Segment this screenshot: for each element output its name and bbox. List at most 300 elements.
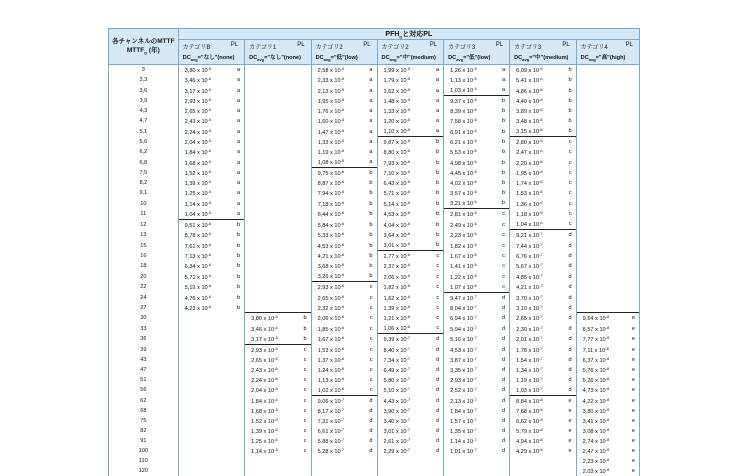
- pfh-value: 1,53 x $10^{-6}$: [516, 189, 543, 198]
- pfh-value: 2,47 x $10^{-8}$: [582, 446, 610, 455]
- pfh-value: [311, 466, 361, 476]
- pl-value: [295, 282, 311, 293]
- pl-value: e: [627, 385, 640, 396]
- pfh-value: 7,58 x $10^{-6}$: [450, 117, 477, 126]
- pfh-value: 5,14 x $10^{-6}$: [383, 199, 411, 208]
- pl-value: e: [627, 375, 640, 385]
- pl-value: [627, 157, 640, 168]
- pfh-value: [178, 365, 229, 375]
- pl-value: [229, 334, 245, 345]
- pfh-value: 1,22 x $10^{-6}$: [450, 272, 477, 281]
- pfh-value: 5,71 x $10^{-6}$: [383, 189, 411, 198]
- pfh-value: 1,13 x $10^{-5}$: [450, 76, 477, 85]
- pl-value: [229, 313, 245, 324]
- pfh-value: 2,77 x $10^{-6}$: [377, 251, 428, 262]
- pl-value: b: [494, 147, 510, 157]
- pfh-value: [311, 456, 361, 466]
- pl-value: [229, 426, 245, 436]
- pfh-value: 1,25 x $10^{-6}$: [251, 436, 278, 445]
- pl-value: c: [361, 344, 377, 355]
- pl-value: c: [494, 209, 510, 220]
- pfh-value: 2,23 x $10^{-8}$: [582, 456, 610, 465]
- pfh-value: 2,01 x $10^{-7}$: [516, 335, 543, 344]
- pl-value: c: [494, 271, 510, 282]
- pfh-value: [576, 75, 626, 85]
- pfh-value: 8,84 x $10^{-8}$: [510, 395, 561, 406]
- pl-value: [627, 261, 640, 271]
- pfh-value: [178, 375, 229, 385]
- pfh-value: [245, 65, 296, 76]
- pl-value: [295, 292, 311, 303]
- pfh-value: [576, 147, 626, 157]
- pfh-value: [245, 261, 296, 271]
- pfh-value: [245, 292, 296, 303]
- pl-value: d: [428, 375, 444, 385]
- pfh-value: 2,43 x $10^{-5}$: [184, 117, 212, 126]
- table-row: [109, 251, 640, 262]
- pfh-value: 8,57 x $10^{-8}$: [582, 324, 610, 333]
- pl-value: b: [494, 178, 510, 188]
- pfh-value: 9,87 x $10^{-6}$: [377, 137, 428, 148]
- pl-value: e: [560, 416, 576, 426]
- pfh-value: 1,67 x $10^{-6}$: [317, 335, 345, 344]
- pfh-value: 3,64 x $10^{-6}$: [383, 231, 411, 240]
- pfh-value: [178, 385, 229, 396]
- pl-value: [627, 282, 640, 293]
- pfh-value: [178, 456, 229, 466]
- pl-value: d: [560, 261, 576, 271]
- pl-value: [229, 395, 245, 406]
- mttf-value: 3,6: [109, 85, 179, 96]
- pfh-value: 2,65 x $10^{-6}$: [317, 293, 345, 302]
- pl-value: c: [560, 147, 576, 157]
- pl-value: [229, 446, 245, 456]
- mttf-value: 3,9: [109, 96, 179, 107]
- pl-value: a: [229, 96, 245, 107]
- pl-value: [295, 251, 311, 262]
- pl-value: b: [428, 147, 444, 157]
- pfh-value: 1,82 x $10^{-6}$: [450, 241, 477, 250]
- pfh-value: 3,15 x $10^{-6}$: [516, 127, 543, 136]
- pfh-value: 4,43 x $10^{-7}$: [383, 396, 411, 405]
- pl-value: c: [295, 426, 311, 436]
- pfh-value: 7,11 x $10^{-8}$: [582, 345, 609, 354]
- pfh-value: [245, 219, 296, 230]
- pfh-value: 1,53 x $10^{-6}$: [317, 345, 345, 354]
- mttf-value: 56: [109, 385, 179, 396]
- table-row: [109, 178, 640, 188]
- pl-value: b: [361, 240, 377, 251]
- pl-value: b: [295, 334, 311, 345]
- pl-value: b: [494, 116, 510, 126]
- pl-value: d: [560, 271, 576, 282]
- pl-value: b: [361, 188, 377, 198]
- table-row: [109, 323, 640, 334]
- pl-value: c: [361, 323, 377, 334]
- pl-value: [627, 188, 640, 198]
- pl-value: d: [560, 334, 576, 345]
- category-header-4: カテゴリ3 PL $DC_{avg}=$"低"(low): [444, 40, 510, 65]
- pfh-value: [178, 355, 229, 365]
- pfh-value: 1,02 x $10^{-6}$: [317, 385, 345, 394]
- mttf-value: 100: [109, 446, 179, 456]
- pfh-value: 1,84 x $10^{-5}$: [184, 148, 212, 157]
- mttf-value: 68: [109, 406, 179, 416]
- pfh-value: 9,06 x $10^{-7}$: [311, 395, 361, 406]
- pl-value: [428, 466, 444, 476]
- pfh-value: 8,40 x $10^{-7}$: [383, 345, 411, 354]
- pl-value: a: [428, 106, 444, 116]
- pl-value: [627, 96, 640, 107]
- pfh-value: [245, 466, 296, 476]
- pfh-value: [576, 282, 626, 293]
- pfh-value: [245, 96, 296, 107]
- table-row: [109, 466, 640, 476]
- mttf-value: 82: [109, 426, 179, 436]
- pfh-value: 6,21 x $10^{-6}$: [450, 138, 477, 147]
- pl-value: d: [494, 344, 510, 355]
- table-row: [109, 240, 640, 251]
- pl-value: b: [229, 219, 245, 230]
- pl-value: c: [428, 313, 444, 324]
- mttf-value: 22: [109, 282, 179, 293]
- pfh-value: 2,06 x $10^{-6}$: [383, 272, 411, 281]
- pfh-value: [576, 65, 626, 76]
- pl-value: e: [627, 466, 640, 476]
- pl-value: [229, 365, 245, 375]
- pfh-value: 1,39 x $10^{-6}$: [251, 426, 278, 435]
- pl-value: a: [361, 75, 377, 85]
- pfh-value: 1,85 x $10^{-6}$: [317, 324, 345, 333]
- pfh-value: [178, 313, 229, 324]
- mttf-value: 30: [109, 313, 179, 324]
- pfh-value: 1,62 x $10^{-5}$: [383, 86, 411, 95]
- pl-value: b: [494, 157, 510, 168]
- pfh-value: 1,07 x $10^{-6}$: [450, 282, 477, 291]
- pl-value: a: [428, 126, 444, 137]
- pfh-value: 1,78 x $10^{-7}$: [516, 345, 543, 354]
- pl-value: b: [560, 126, 576, 137]
- pfh-value: 1,33 x $10^{-5}$: [317, 138, 345, 147]
- pl-value: [627, 198, 640, 209]
- pl-value: d: [428, 395, 444, 406]
- pl-value: a: [229, 116, 245, 126]
- pfh-value: 2,80 x $10^{-6}$: [510, 137, 561, 148]
- pl-value: a: [361, 147, 377, 157]
- pfh-value: 1,03 x $10^{-7}$: [516, 385, 543, 394]
- pl-value: b: [229, 261, 245, 271]
- pl-value: [295, 240, 311, 251]
- pfh-value: 1,62 x $10^{-6}$: [383, 293, 411, 302]
- pfh-pl-table: [108, 28, 640, 476]
- mttf-value: 12: [109, 219, 179, 230]
- pfh-value: 7,94 x $10^{-6}$: [317, 189, 345, 198]
- pl-value: d: [494, 416, 510, 426]
- pfh-value: 2,06 x $10^{-6}$: [317, 314, 345, 323]
- pl-value: [295, 219, 311, 230]
- pl-value: b: [428, 198, 444, 209]
- table-row: [109, 85, 640, 96]
- pfh-value: [576, 188, 626, 198]
- pfh-value: 7,93 x $10^{-6}$: [383, 158, 411, 167]
- table-row: [109, 416, 640, 426]
- pfh-value: 2,29 x $10^{-7}$: [383, 446, 411, 455]
- pfh-value: 4,29 x $10^{-8}$: [516, 446, 543, 455]
- mttf-value: 16: [109, 251, 179, 262]
- table-row: [109, 303, 640, 313]
- pfh-value: [245, 198, 296, 209]
- pfh-value: 7,44 x $10^{-7}$: [516, 241, 543, 250]
- pl-value: c: [560, 168, 576, 179]
- pl-value: [627, 292, 640, 303]
- pl-value: c: [295, 406, 311, 416]
- pl-value: a: [361, 106, 377, 116]
- pl-value: b: [428, 219, 444, 230]
- pl-value: [627, 65, 640, 76]
- table-row: [109, 126, 640, 137]
- mttf-value: 20: [109, 271, 179, 282]
- pfh-value: 2,58 x $10^{-5}$: [317, 66, 345, 75]
- pl-value: d: [361, 426, 377, 436]
- pl-value: a: [361, 96, 377, 107]
- pl-value: d: [428, 385, 444, 396]
- pl-value: b: [428, 178, 444, 188]
- pfh-value: 5,79 x $10^{-8}$: [516, 426, 543, 435]
- pfh-value: 5,76 x $10^{-8}$: [582, 365, 610, 374]
- pfh-value: 5,53 x $10^{-6}$: [450, 148, 477, 157]
- pl-value: b: [494, 106, 510, 116]
- mttf-value: 110: [109, 456, 179, 466]
- pfh-value: 1,35 x $10^{-7}$: [450, 426, 477, 435]
- pl-value: d: [428, 355, 444, 365]
- pl-value: a: [428, 96, 444, 107]
- pfh-value: 1,04 x $10^{-6}$: [516, 220, 543, 229]
- pl-value: e: [627, 426, 640, 436]
- pfh-value: 5,80 x $10^{-7}$: [383, 375, 411, 384]
- pl-value: b: [361, 209, 377, 220]
- pfh-value: 4,85 x $10^{-7}$: [516, 272, 543, 281]
- pl-value: [494, 456, 510, 466]
- pl-value: e: [627, 313, 640, 324]
- pfh-value: 7,61 x $10^{-6}$: [184, 241, 212, 250]
- pl-value: [295, 75, 311, 85]
- pl-value: d: [560, 282, 576, 293]
- pfh-value: 5,33 x $10^{-6}$: [317, 231, 345, 240]
- pfh-value: 5,16 x $10^{-7}$: [450, 335, 477, 344]
- pl-value: [229, 385, 245, 396]
- table-row: [109, 365, 640, 375]
- pl-value: c: [560, 157, 576, 168]
- pfh-value: 8,17 x $10^{-7}$: [317, 406, 345, 415]
- pl-value: b: [428, 157, 444, 168]
- pl-value: c: [428, 282, 444, 293]
- pl-value: e: [560, 426, 576, 436]
- pfh-value: 2,24 x $10^{-6}$: [251, 375, 278, 384]
- pfh-value: 7,13 x $10^{-6}$: [184, 252, 212, 261]
- pfh-value: 1,47 x $10^{-5}$: [317, 127, 345, 136]
- pl-value: d: [560, 292, 576, 303]
- pfh-value: 9,54 x $10^{-8}$: [576, 313, 626, 324]
- pfh-value: [245, 178, 296, 188]
- pfh-value: 1,24 x $10^{-6}$: [317, 365, 345, 374]
- pfh-value: [576, 209, 626, 220]
- pl-value: b: [361, 168, 377, 179]
- pfh-value: 4,53 x $10^{-6}$: [317, 241, 345, 250]
- pfh-value: [576, 85, 626, 96]
- pl-value: d: [428, 406, 444, 416]
- pl-value: [627, 209, 640, 220]
- pl-value: [295, 106, 311, 116]
- mttf-value: 15: [109, 240, 179, 251]
- pl-value: d: [494, 292, 510, 303]
- pfh-value: 3,21 x $10^{-6}$: [450, 199, 477, 208]
- table-row: [109, 106, 640, 116]
- pl-value: c: [428, 261, 444, 271]
- mttf-value: 27: [109, 303, 179, 313]
- category-header-1: カテゴリ1 PL $DC_{avg}=$"なし"(none): [245, 40, 311, 65]
- pfh-value: 2,24 x $10^{-5}$: [184, 127, 212, 136]
- pfh-value: 1,21 x $10^{-6}$: [383, 314, 411, 323]
- pl-value: [295, 116, 311, 126]
- pfh-value: [510, 456, 561, 466]
- pl-value: a: [229, 106, 245, 116]
- pl-value: d: [428, 344, 444, 355]
- pl-value: [229, 344, 245, 355]
- pfh-value: [444, 466, 494, 476]
- pfh-value: 1,95 x $10^{-5}$: [317, 97, 345, 106]
- pl-value: d: [494, 436, 510, 446]
- pl-value: [361, 466, 377, 476]
- pfh-value: 1,48 x $10^{-5}$: [383, 97, 411, 106]
- pfh-value: 8,39 x $10^{-6}$: [450, 107, 477, 116]
- pl-value: d: [361, 416, 377, 426]
- pfh-value: 7,77 x $10^{-8}$: [582, 335, 610, 344]
- pfh-value: 2,04 x $10^{-5}$: [184, 138, 212, 147]
- table-row: [109, 355, 640, 365]
- table-row: [109, 426, 640, 436]
- pl-value: b: [494, 126, 510, 137]
- pfh-value: [576, 303, 626, 313]
- pfh-value: [245, 209, 296, 220]
- pl-value: e: [627, 355, 640, 365]
- pfh-value: 3,80 x $10^{-6}$: [245, 313, 296, 324]
- pfh-value: 1,54 x $10^{-7}$: [516, 355, 543, 364]
- pfh-value: 1,19 x $10^{-7}$: [516, 375, 543, 384]
- pfh-value: 1,36 x $10^{-6}$: [516, 199, 543, 208]
- mttf-value: 51: [109, 375, 179, 385]
- pl-value: b: [560, 96, 576, 107]
- pl-value: e: [560, 436, 576, 446]
- pfh-value: [576, 157, 626, 168]
- pl-value: d: [560, 323, 576, 334]
- pl-value: d: [494, 323, 510, 334]
- pl-value: e: [627, 344, 640, 355]
- pl-value: b: [361, 198, 377, 209]
- pl-value: [428, 456, 444, 466]
- pl-value: [295, 147, 311, 157]
- pl-value: [295, 96, 311, 107]
- mttf-value: 33: [109, 323, 179, 334]
- pl-value: [295, 456, 311, 466]
- pl-value: c: [295, 416, 311, 426]
- mttf-value: 6,8: [109, 157, 179, 168]
- pfh-value: 1,14 x $10^{-7}$: [450, 436, 477, 445]
- pfh-value: [576, 251, 626, 262]
- pfh-value: 3,46 x $10^{-5}$: [184, 76, 212, 85]
- pl-value: [295, 261, 311, 271]
- table-row: [109, 375, 640, 385]
- pfh-value: 1,33 x $10^{-5}$: [383, 107, 411, 116]
- pfh-value: 5,88 x $10^{-7}$: [317, 436, 345, 445]
- pfh-value: [576, 219, 626, 230]
- mttf-column-header: 各チャンネルのMTTF $MTTF_D$ (年): [109, 29, 179, 65]
- pl-value: e: [560, 446, 576, 456]
- pfh-value: 9,21 x $10^{-7}$: [510, 230, 561, 241]
- pl-value: [229, 436, 245, 446]
- pl-value: a: [229, 178, 245, 188]
- pl-value: [627, 75, 640, 85]
- pfh-value: 1,60 x $10^{-5}$: [317, 117, 345, 126]
- pfh-value: 9,37 x $10^{-6}$: [444, 96, 494, 107]
- pfh-value: 5,84 x $10^{-6}$: [317, 220, 345, 229]
- pl-value: c: [295, 385, 311, 396]
- pl-value: a: [229, 137, 245, 148]
- pl-value: b: [428, 240, 444, 251]
- pl-value: c: [361, 303, 377, 313]
- pl-value: [627, 126, 640, 137]
- pfh-value: 5,71 x $10^{-6}$: [184, 272, 212, 281]
- pfh-value: 7,31 x $10^{-7}$: [317, 416, 345, 425]
- pfh-value: 1,26 x $10^{-5}$: [450, 66, 477, 75]
- pl-value: [627, 147, 640, 157]
- table-row: [109, 75, 640, 85]
- pfh-value: 4,53 x $10^{-6}$: [383, 210, 411, 219]
- pl-value: [494, 466, 510, 476]
- pl-value: c: [494, 230, 510, 241]
- pl-value: e: [560, 406, 576, 416]
- pfh-value: 2,74 x $10^{-8}$: [582, 436, 610, 445]
- pl-value: d: [428, 436, 444, 446]
- mttf-value: 3,3: [109, 75, 179, 85]
- pfh-value: [245, 188, 296, 198]
- pl-value: [229, 416, 245, 426]
- pfh-value: [245, 75, 296, 85]
- pfh-value: 1,84 x $10^{-7}$: [450, 406, 477, 415]
- pfh-value: 1,14 x $10^{-5}$: [184, 199, 212, 208]
- table-row: [109, 292, 640, 303]
- pfh-value: 6,44 x $10^{-6}$: [317, 210, 345, 219]
- pl-value: d: [494, 385, 510, 396]
- pfh-value: 4,94 x $10^{-8}$: [516, 436, 543, 445]
- pl-value: d: [494, 355, 510, 365]
- table-row: [109, 446, 640, 456]
- mttf-value: 47: [109, 365, 179, 375]
- pfh-value: [245, 251, 296, 262]
- pl-value: c: [428, 303, 444, 313]
- pfh-value: 4,98 x $10^{-6}$: [450, 158, 477, 167]
- pl-value: [295, 137, 311, 148]
- pl-value: c: [494, 251, 510, 262]
- table-row: [109, 188, 640, 198]
- pl-value: [295, 188, 311, 198]
- pfh-value: [178, 436, 229, 446]
- pl-value: [627, 178, 640, 188]
- pl-value: a: [229, 168, 245, 179]
- pl-value: c: [560, 198, 576, 209]
- table-row: [109, 385, 640, 396]
- pfh-value: 4,86 x $10^{-6}$: [516, 86, 543, 95]
- pfh-value: 2,49 x $10^{-6}$: [450, 220, 477, 229]
